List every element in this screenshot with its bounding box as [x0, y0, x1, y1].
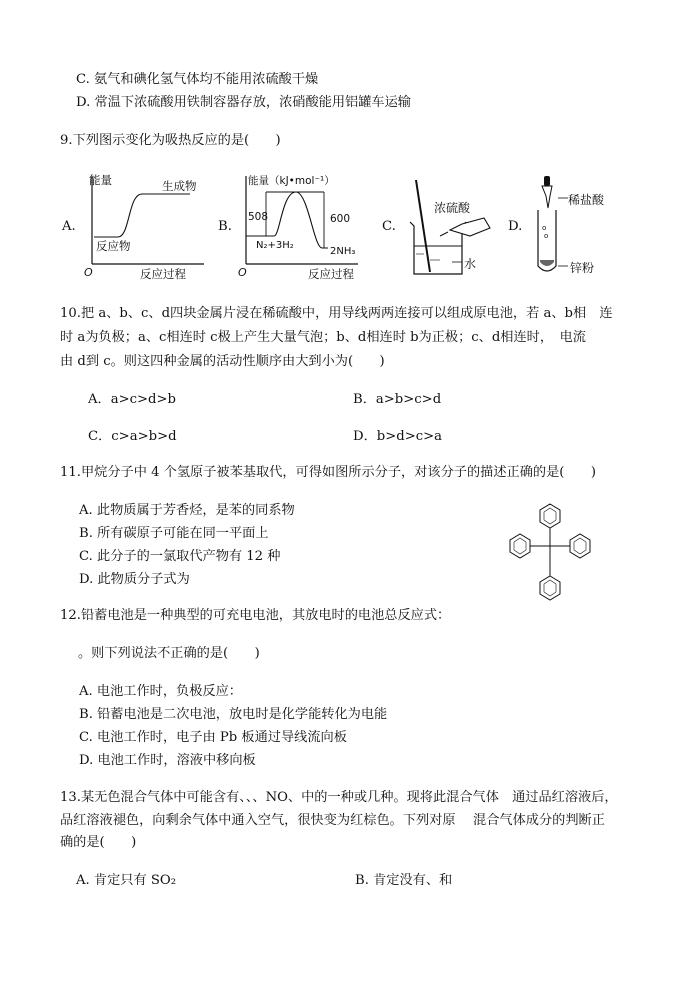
fig-b-ylabel: 能量（kJ•mol⁻¹） — [248, 175, 335, 187]
q9-figure-c — [400, 174, 500, 280]
q9-figure-b — [238, 170, 366, 282]
q10-line1: 10.把 a、b、c、d四块金属片浸在稀硫酸中，用导线两两连接可以组成原电池，若 a、b相 连 — [60, 306, 613, 321]
fig-b-reactant: N₂+3H₂ — [256, 240, 294, 251]
q12-option-c: C. 电池工作时，电子由 Pb 板通过导线流向板 — [79, 730, 347, 745]
q11-option-c: C. 此分子的一氯取代产物有 12 种 — [79, 549, 281, 564]
q13-line1: 13.某无色混合气体中可能含有、、、NO、中的一种或几种。现将此混合气体 通过品红溶液后， — [60, 790, 618, 805]
q13-option-b: B. 肯定没有、和 — [355, 873, 453, 888]
q13-line3: 确的是( ) — [60, 835, 137, 850]
q10-line3: 由 d到 c。则这四种金属的活动性顺序由大到小为( ) — [60, 354, 385, 369]
q9-label-c: C. — [382, 219, 396, 234]
fig-b-product: 2NH₃ — [330, 246, 356, 257]
fig-c-water: 水 — [464, 257, 477, 271]
q10-option-a: A．a>c>d>b — [88, 392, 176, 407]
q10-option-b: B．a>b>c>d — [353, 392, 442, 407]
fig-a-product: 生成物 — [162, 179, 197, 193]
q11-option-b: B. 所有碳原子可能在同一平面上 — [79, 526, 269, 541]
q12-option-d: D. 电池工作时，溶液中移向板 — [79, 753, 256, 768]
fig-b-600: 600 — [330, 213, 351, 225]
fig-b-508: 508 — [248, 211, 269, 223]
q9-label-d: D. — [508, 219, 523, 234]
q11-option-d: D. 此物质分子式为 — [79, 572, 190, 587]
q9-figure-d — [528, 174, 614, 280]
q10-option-d: D．b>d>c>a — [353, 429, 443, 444]
q11-stem: 11.甲烷分子中 4 个氢原子被苯基取代，可得如图所示分子，对该分子的描述正确的是( ) — [60, 465, 596, 480]
svg-text:o: o — [544, 232, 549, 240]
fig-d-acid: 稀盐酸 — [568, 193, 605, 207]
tetraphenylmethane-structure — [496, 500, 606, 606]
q9-label-a: A. — [62, 219, 76, 234]
q9-stem: 9.下列图示变化为吸热反应的是( ) — [60, 133, 281, 148]
q12-stem: 12.铅蓄电池是一种典型的可充电电池，其放电时的电池总反应式： — [60, 608, 451, 623]
fig-d-zinc: 锌粉 — [570, 261, 595, 275]
q12-option-a: A. 电池工作时，负极反应： — [79, 684, 242, 699]
q8-option-c: C. 氨气和碘化氢气体均不能用浓硫酸干燥 — [76, 72, 319, 87]
q9-label-b: B. — [218, 219, 232, 234]
q12-stem-continued: 。则下列说法不正确的是( ) — [78, 646, 260, 661]
q10-line2: 时 a为负极；a、c相连时 c极上产生大量气泡；b、d相连时 b为正极；c、d相连时， 电流 — [60, 330, 586, 345]
q11-option-a: A. 此物质属于芳香烃，是苯的同系物 — [79, 503, 295, 518]
fig-b-origin: O — [238, 266, 247, 279]
q10-option-c: C．c>a>b>d — [88, 429, 177, 444]
fig-a-xlabel: 反应过程 — [140, 267, 186, 281]
svg-text:o: o — [542, 224, 547, 232]
q12-option-b: B. 铅蓄电池是二次电池，放电时是化学能转化为电能 — [79, 707, 388, 722]
q8-option-d: D. 常温下浓硫酸用铁制容器存放，浓硝酸能用铝罐车运输 — [76, 95, 411, 110]
q9-figure-a — [82, 170, 212, 282]
fig-b-xlabel: 反应过程 — [308, 267, 354, 281]
fig-c-acid: 浓硫酸 — [434, 201, 471, 215]
q13-line2: 品红溶液褪色，向剩余气体中通入空气，很快变为红棕色。下列对原 混合气体成分的判断正 — [60, 813, 605, 828]
q13-option-a: A. 肯定只有 SO₂ — [76, 873, 176, 888]
fig-a-ylabel: 能量 — [89, 173, 112, 187]
fig-a-reactant: 反应物 — [96, 239, 131, 253]
fig-a-origin: O — [84, 266, 93, 279]
